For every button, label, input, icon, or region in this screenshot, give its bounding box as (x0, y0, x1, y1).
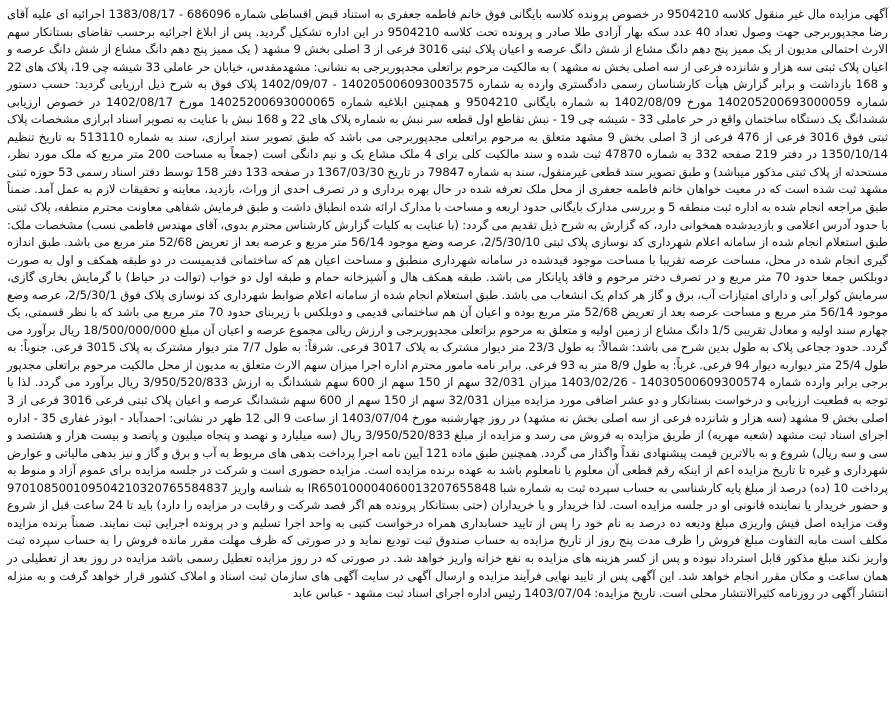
auction-notice-text: آگهی مزایده مال غیر منقول کلاسه 9504210 در خصوص پرونده کلاسه بایگانی فوق خانم فاطمه جعفری به استناد قبض اقساطی شماره 686096 - 1383/08/17 اجرائیه ای علیه آقای رضا مجدپوربرجی جهت وصول تعداد 40 عدد سکه بهار آزادی طلا صادر و پرونده تحت کلاسه 9504210 در این اداره تشکیل گردید. پس از ابلاغ اجرائیه برحسب تقاضای بستانکار سهم الارث احتمالی مدیون از یک ممیز پنج دهم دانگ مشاع از شش دانگ عرصه و اعیان پلاک ثبتی 3016 فرعی از 3 اصلی بخش 9 مشهد ( یک ممیز پنج دهم دانگ مشاع از شش دانگ عرصه و اعیان پلاک ثبتی سه هزار و شانزده فرعی از سه اصلی بخش نه مشهد ) به مالکیت مرحوم براتعلی مجدپوربرجی به نشانی: مشهدمقدس، خیابان حر عاملی 33 شیشه چی 19، پلاک های 22 و 168 بازداشت و برابر گزارش هیأت کارشناسان رسمی دادگستری وارده به شماره 140205006093003575 - 1402/09/07 پلاک فوق به شرح ذیل ارزیابی گردید: حسب دستور شماره 140205200693000059 مورخ 1402/08/09 به شماره بایگانی 9504210 و همچنین ابلاغیه شماره 14025200693000065 مورخ 1402/08/17 در خصوص ارزیابی ششدانگ یک دستگاه ساختمان واقع در حر عاملی 33 - شیشه چی 19 - نبش تقاطع اول قطعه سر نبش به شماره پلاک های 22 و 168 نبش با عنایت به تصویر اسناد ابرازی مشخصات پلاک ثبتی فوق 3016 فرعی از 476 فرعی از 3 اصلی بخش 9 مشهد متعلق به مرحوم براتعلی مجدپوربرجی می باشد که طبق تصویر سند ابرازی، سند به شماره 513110 به تاریخ تنظیم 1350/10/14 در دفتر 219 صفحه 332 به شماره 47870 ثبت شده و سند مالکیت کلی برای 4 ملک مشاع یک و نیم دانگی است (جمعاً به مساحت 200 متر مربع که ملک مورد نظر، مستحدثه از پلاک ثبتی مذکور میباشد) و طبق تصویر سند قطعی غیرمنقول، سند به شماره 79847 در تاریخ 1367/03/30 در صفحه 133 دفتر 158 توسط دفتر اسناد رسمی 53 حوزه ثبتی مشهد ثبت شده است که در معیت خواهان خانم فاطمه جعفری از محل ملک تعرفه شده در حال بهره برداری و در تصرف احدی از وراث، بازدید، معاینه و تحقیقات لازم به عمل آمد. ضمناً طبق مراجعه انجام شده به اداره ثبت منطقه 5 و بررسی مدارک بایگانی حدود اربعه و مساحت با مدارک ارائه شده انطباق داشت و طبق فرمایش شفاهی معاونت محترم منطقه، پلاک ثبتی با حدود آدرس اعلامی و بازدیدشده همخوانی دارد، که گزارش به شرح ذیل تقدیم می گردد: (با عنایت به کلیات گزارش کارشناس محترم بدوی، آقای مهندس فاطمی نسب) مشخصات ملک: طبق استعلام انجام شده از سامانه اعلام شهرداری کد نوسازی پلاک ثبتی 2/5/30/10، عرصه وضع موجود 56/14 متر مربع و عرصه بعد از تعریض 52/68 متر مربع می باشد. طبق اندازه گیری انجام شده در محل، مساحت عرصه تقریبا با مساحت موجود قیدشده در سامانه شهرداری منطبق و مساحت اعیان هم که ساختمانی قدیمیست در دو طبقه همکف و اول به صورت دوبلکس جمعا حدود 70 متر مربع و در تصرف دختر مرحوم و فاقد پایانکار می باشد. طبقه همکف هال و آشپزخانه حمام و طبقه اول دو خواب (توالت در حیاط) با گرمایش بخاری گازی، سرمایش کولر آبی و دارای امتیازات آب، برق و گاز هر کدام یک انشعاب می باشد. طبق استعلام انجام شده از سامانه اعلام ضوابط شهرداری کد نوسازی پلاک فوق 2/5/30/1، عرصه وضع موجود 56/14 متر مربع و مساحت عرصه بعد از تعریض 52/68 متر مربع بوده و اعیان آن هم ساختمانی قدیمی و دوبلکس با زیربنای حدود 70 متر مربع می باشد که با نظر قسمتی، یک چهارم سند اولیه و معادل تقریبی 1/5 دانگ مشاع از زمین اولیه و متعلق به مرحوم براتعلی مجدپوربرجی و ارزش ریالی مجموع عرصه و اعیان آن مبلغ 18/500/000/000 ریال برآورد می گردد. حدود ججاعی پلاک به طول بدین شرح می باشد: شمالاً: به طول 23/3 متر دیوار مشترک به پلاک 3017 فرعی. شرقاً: به طول 7/7 متر دیوار مشترک به پلاک 3015 فرعی. جنوباً: به طول 25/4 متر دیواربه دیوار 94 فرعی. غرباً: به طول 8/9 متر به 93 فرعی. برابر نامه مامور محترم اداره اجرا میزان سهم الارث متعلق به مدیون از محل مالکیت مرحوم براتعلی مجدپور برجی برابر وارده شماره 14030500609300574 - 1403/02/26 میزان 32/031 سهم از 150 سهم از 600 سهم ششدانگ به ارزش 3/950/520/833 ریال برآورد می گردد. لذا با توجه به قطعیت ارزیابی و درخواست بستانکار و دو عشر اضافی مورد مزایده میزان 32/031 سهم از 150 سهم از 600 سهم ششدانگ عرصه و اعیان پلاک ثبتی فرعی 3016 فرعی از 3 اصلی بخش 9 مشهد (سه هزار و شانزده فرعی از سه اصلی بخش نه مشهد) در روز چهارشنبه مورخ 1403/07/04 از ساعت 9 الی 12 ظهر در نشانی: احمدآباد - ابوذر غفاری 35 - اداره اجرای اسناد ثبت مشهد (شعبه مهریه) از طریق مزایده به فروش می رسد و مزایده از مبلغ 3/950/520/833 ریال (سه میلیارد و نهصد و پنجاه میلیون و پانصد و بیست هزار و هشتصد و سی و سه ریال) شروع و به بالاترین قیمت پیشنهادی نقداً واگذار می گردد. همچنین طبق ماده 121 آیین نامه اجرا پرداخت بدهی های مربوط به آب و برق و گاز و نیز بدهی مالیاتی و عوارض شهرداری و غیره تا تاریخ مزایده اعم از اینکه رقم قطعی آن معلوم یا نامعلوم باشد به عهده برنده مزایده است. مزایده حضوری است و شرکت در جلسه مزایده برای عموم آزاد و منوط به پرداخت 10 (ده) درصد از مبلغ پایه کارشناسی به حساب سپرده ثبت به شماره شبا IR650100004060013207655848 به شناسه واریز 970108500109504210320765584837 و حضور خریدار یا نماینده قانونی او در جلسه مزایده است. لذا خریدار و یا خریداران (حتی بستانکار پرونده هم اگر قصد شرکت و رقابت در مزایده را دارد) باید تا 24 ساعت قبل از شروع وقت مزایده اصل فیش واریزی مبلغ ودیعه ده درصد به نام خود را پس از تایید حسابداری همراه درخواست کتبی به واحد اجرا تسلیم و در پرونده اجرایی ثبت نمایند. ضمناً برنده مزایده مکلف است مابه التفاوت مبلغ فروش را ظرف مدت پنج روز از تاریخ مزایده به حساب صندوق ثبت تودیع نماید و در صورتی که ظرف مهلت مقرر مانده فروش را به حساب سپرده ثبت واریز نکند مبلغ مذکور قابل استرداد نبوده و پس از کسر هزینه های مزایده به نفع خزانه واریز خواهد شد. در صورتی که در روز مزایده تعطیل رسمی باشد مزایده در روز بعد از تعطیلی در همان ساعت و مکان مقرر انجام خواهد شد. این آگهی پس از تایید نهایی فرآیند مزایده و ارسال آگهی در سایت آگهی های سازمان ثبت اسناد و املاک کشور قرار خواهد گرفت و به منزله انتشار آگهی در روزنامه کثیرالانتشار محلی است. تاریخ مزایده: 1403/07/04 رئیس اداره اجرای اسناد ثبت مشهد - عباس عابد (7, 7, 889, 601)
